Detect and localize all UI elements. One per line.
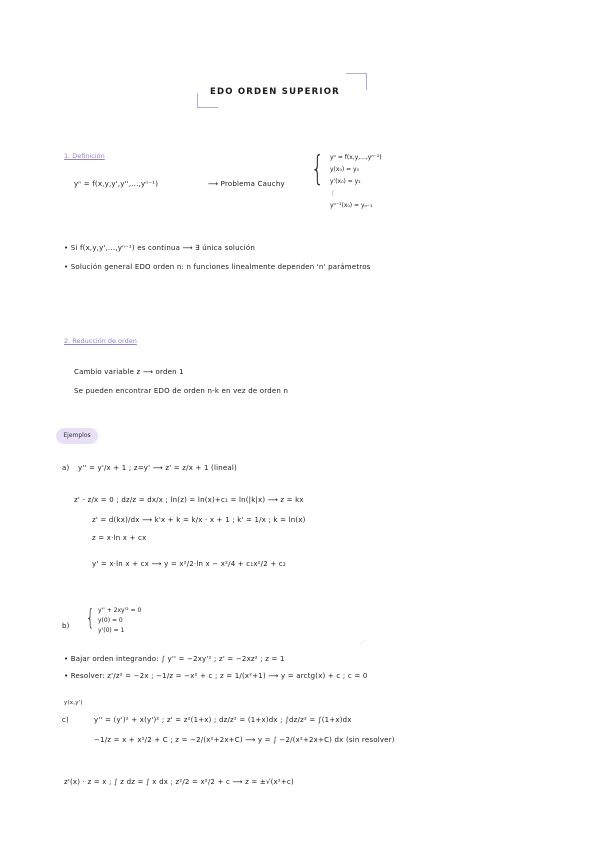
margin-mark: .·´ (360, 640, 367, 647)
example-a-line: z' - z/x = 0 ; dz/z = dx/x ; ln(z) = ln(x)+c₁ = ln(|k|x) ⟶ z = kx (74, 496, 304, 504)
title-decoration-right (346, 73, 367, 90)
example-a-line: z' = d(kx)/dx ⟶ k'x + k = k/x · x + 1 ; k' = 1/x ; k = ln(x) (92, 516, 306, 524)
example-c-line: y'' = (y')² + x(y')² ; z' = z²(1+x) ; dz/z² = (1+x)dx ; ∫dz/z² = ∫(1+x)dx (94, 716, 352, 724)
cauchy-line: yⁿ⁻¹(x₀) = yₙ₋₁ (330, 202, 373, 209)
example-a-label: a) (62, 464, 70, 472)
system-line: y'' + 2xy'² = 0 (98, 607, 142, 614)
reduction-line-2: Se pueden encontrar EDO de orden n-k en vez de orden n (74, 387, 289, 395)
page-title: EDO ORDEN SUPERIOR (210, 87, 340, 97)
example-a-line: y'' = y'/x + 1 ; z=y' ⟶ z' = z/x + 1 (lineal) (78, 464, 237, 472)
example-a-line: y' = x·ln x + cx ⟶ y = x²/2·ln x − x²/4 + c₁x²/2 + c₂ (92, 560, 286, 568)
cauchy-brace: { (311, 149, 324, 189)
example-b-label: b) (62, 622, 70, 630)
example-c-label: c) (62, 716, 69, 724)
example-c-tag: y(x,y') (64, 700, 83, 706)
example-a-line: z = x·ln x + cx (92, 534, 147, 542)
system-line: y'(0) = 1 (98, 627, 125, 634)
examples-tag: Ejemplos (56, 428, 98, 444)
cauchy-line: y'(x₀) = y₁ (330, 178, 361, 185)
cauchy-arrow-label: ⟶ Problema Cauchy (208, 180, 285, 188)
cauchy-line: y(x₀) = y₀ (330, 166, 359, 173)
general-equation: yⁿ = f(x,y,y',y'',...,yⁿ⁻¹) (74, 180, 159, 188)
section-2-heading: 2. Reducción de orden (64, 337, 137, 345)
bullet-general-solution: • Solución general EDO orden n: n funciones linealmente dependen 'n' parámetros (64, 263, 371, 271)
example-b-line: • Bajar orden integrando: ∫ y'' = −2xy'² ; z' = −2xz² ; z = 1 (64, 655, 285, 663)
example-d-line: z'(x) · z = x ; ∫ z dz = ∫ x dx ; z²/2 = x²/2 + c ⟶ z = ±√(x²+c) (64, 778, 294, 786)
example-b-brace: { (86, 606, 95, 631)
system-line: y(0) = 0 (98, 617, 123, 624)
reduction-line-1: Cambio variable z ⟶ orden 1 (74, 368, 184, 376)
cauchy-line: yⁿ = f(x,y,...,yⁿ⁻¹) (330, 154, 382, 161)
cauchy-system (330, 152, 382, 212)
bullet-continuity: • Si f(x,y,y',...,yⁿ⁻¹) es continua ⟶ ∃ única solución (64, 244, 256, 252)
example-b-system (98, 606, 141, 636)
cauchy-line: ⋮ (330, 190, 336, 197)
example-c-line: −1/z = x + x²/2 + C ; z = −2/(x²+2x+C) ⟶ y = ∫ −2/(x²+2x+C) dx (sin resolver) (94, 736, 395, 744)
section-1-heading: 1. Definición (64, 152, 105, 160)
example-b-line: • Resolver: z'/z² = −2x ; −1/z = −x² + c ; z = 1/(x²+1) ⟶ y = arctg(x) + c ; c = 0 (64, 672, 368, 680)
